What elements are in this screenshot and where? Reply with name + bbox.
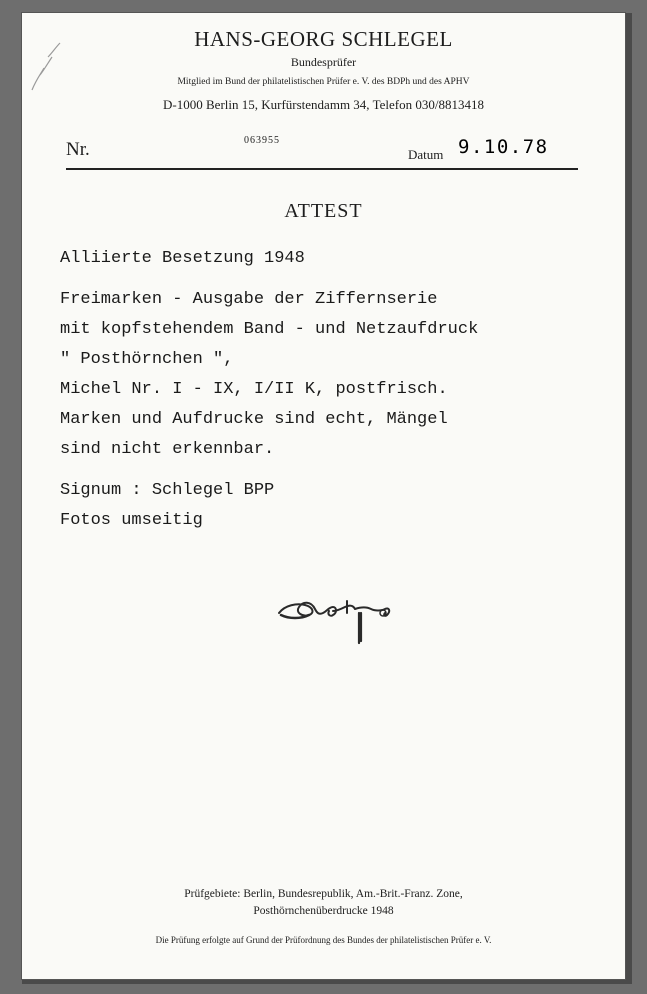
nr-value: 063955 (244, 135, 280, 146)
footer-scope: Prüfgebiete: Berlin, Bundesrepublik, Am.-Brit.-Franz. Zone, (184, 888, 463, 900)
body-line: Marken und Aufdrucke sind echt, Mängel (60, 410, 448, 429)
attest-document (22, 13, 625, 979)
body-line: Michel Nr. I - IX, I/II K, postfrisch. (60, 380, 448, 399)
footer-scope-2: Posthörnchenüberdrucke 1948 (253, 905, 394, 917)
nr-label: Nr. (66, 139, 90, 160)
body-line: " Posthörnchen ", (60, 350, 234, 369)
page-edge-right (626, 13, 632, 979)
body-line: Alliierte Besetzung 1948 (60, 249, 305, 268)
membership-line: Mitglied im Bund der philatelistischen Prüfer e. V. des BDPh und des APHV (177, 77, 470, 87)
body-line: mit kopfstehendem Band - und Netzaufdruck (60, 320, 479, 339)
body-line: sind nicht erkennbar. (60, 440, 275, 459)
datum-value: 9.10.78 (458, 136, 549, 158)
body-line: Fotos umseitig (60, 511, 203, 530)
examiner-title: Bundesprüfer (290, 55, 357, 69)
address-line: D-1000 Berlin 15, Kurfürstendamm 34, Telefon 030/8813418 (163, 97, 484, 112)
datum-label: Datum (408, 147, 444, 162)
document-heading: ATTEST (284, 200, 363, 222)
footer-regulation: Die Prüfung erfolgte auf Grund der Prüfordnung des Bundes der philatelistischen Prüfer e. V. (155, 935, 492, 945)
body-line: Freimarken - Ausgabe der Ziffernserie (60, 290, 438, 309)
examiner-name: HANS-GEORG SCHLEGEL (194, 27, 453, 51)
handwritten-signature (275, 591, 395, 661)
header-divider (66, 168, 578, 170)
body-line: Signum : Schlegel BPP (60, 481, 275, 500)
